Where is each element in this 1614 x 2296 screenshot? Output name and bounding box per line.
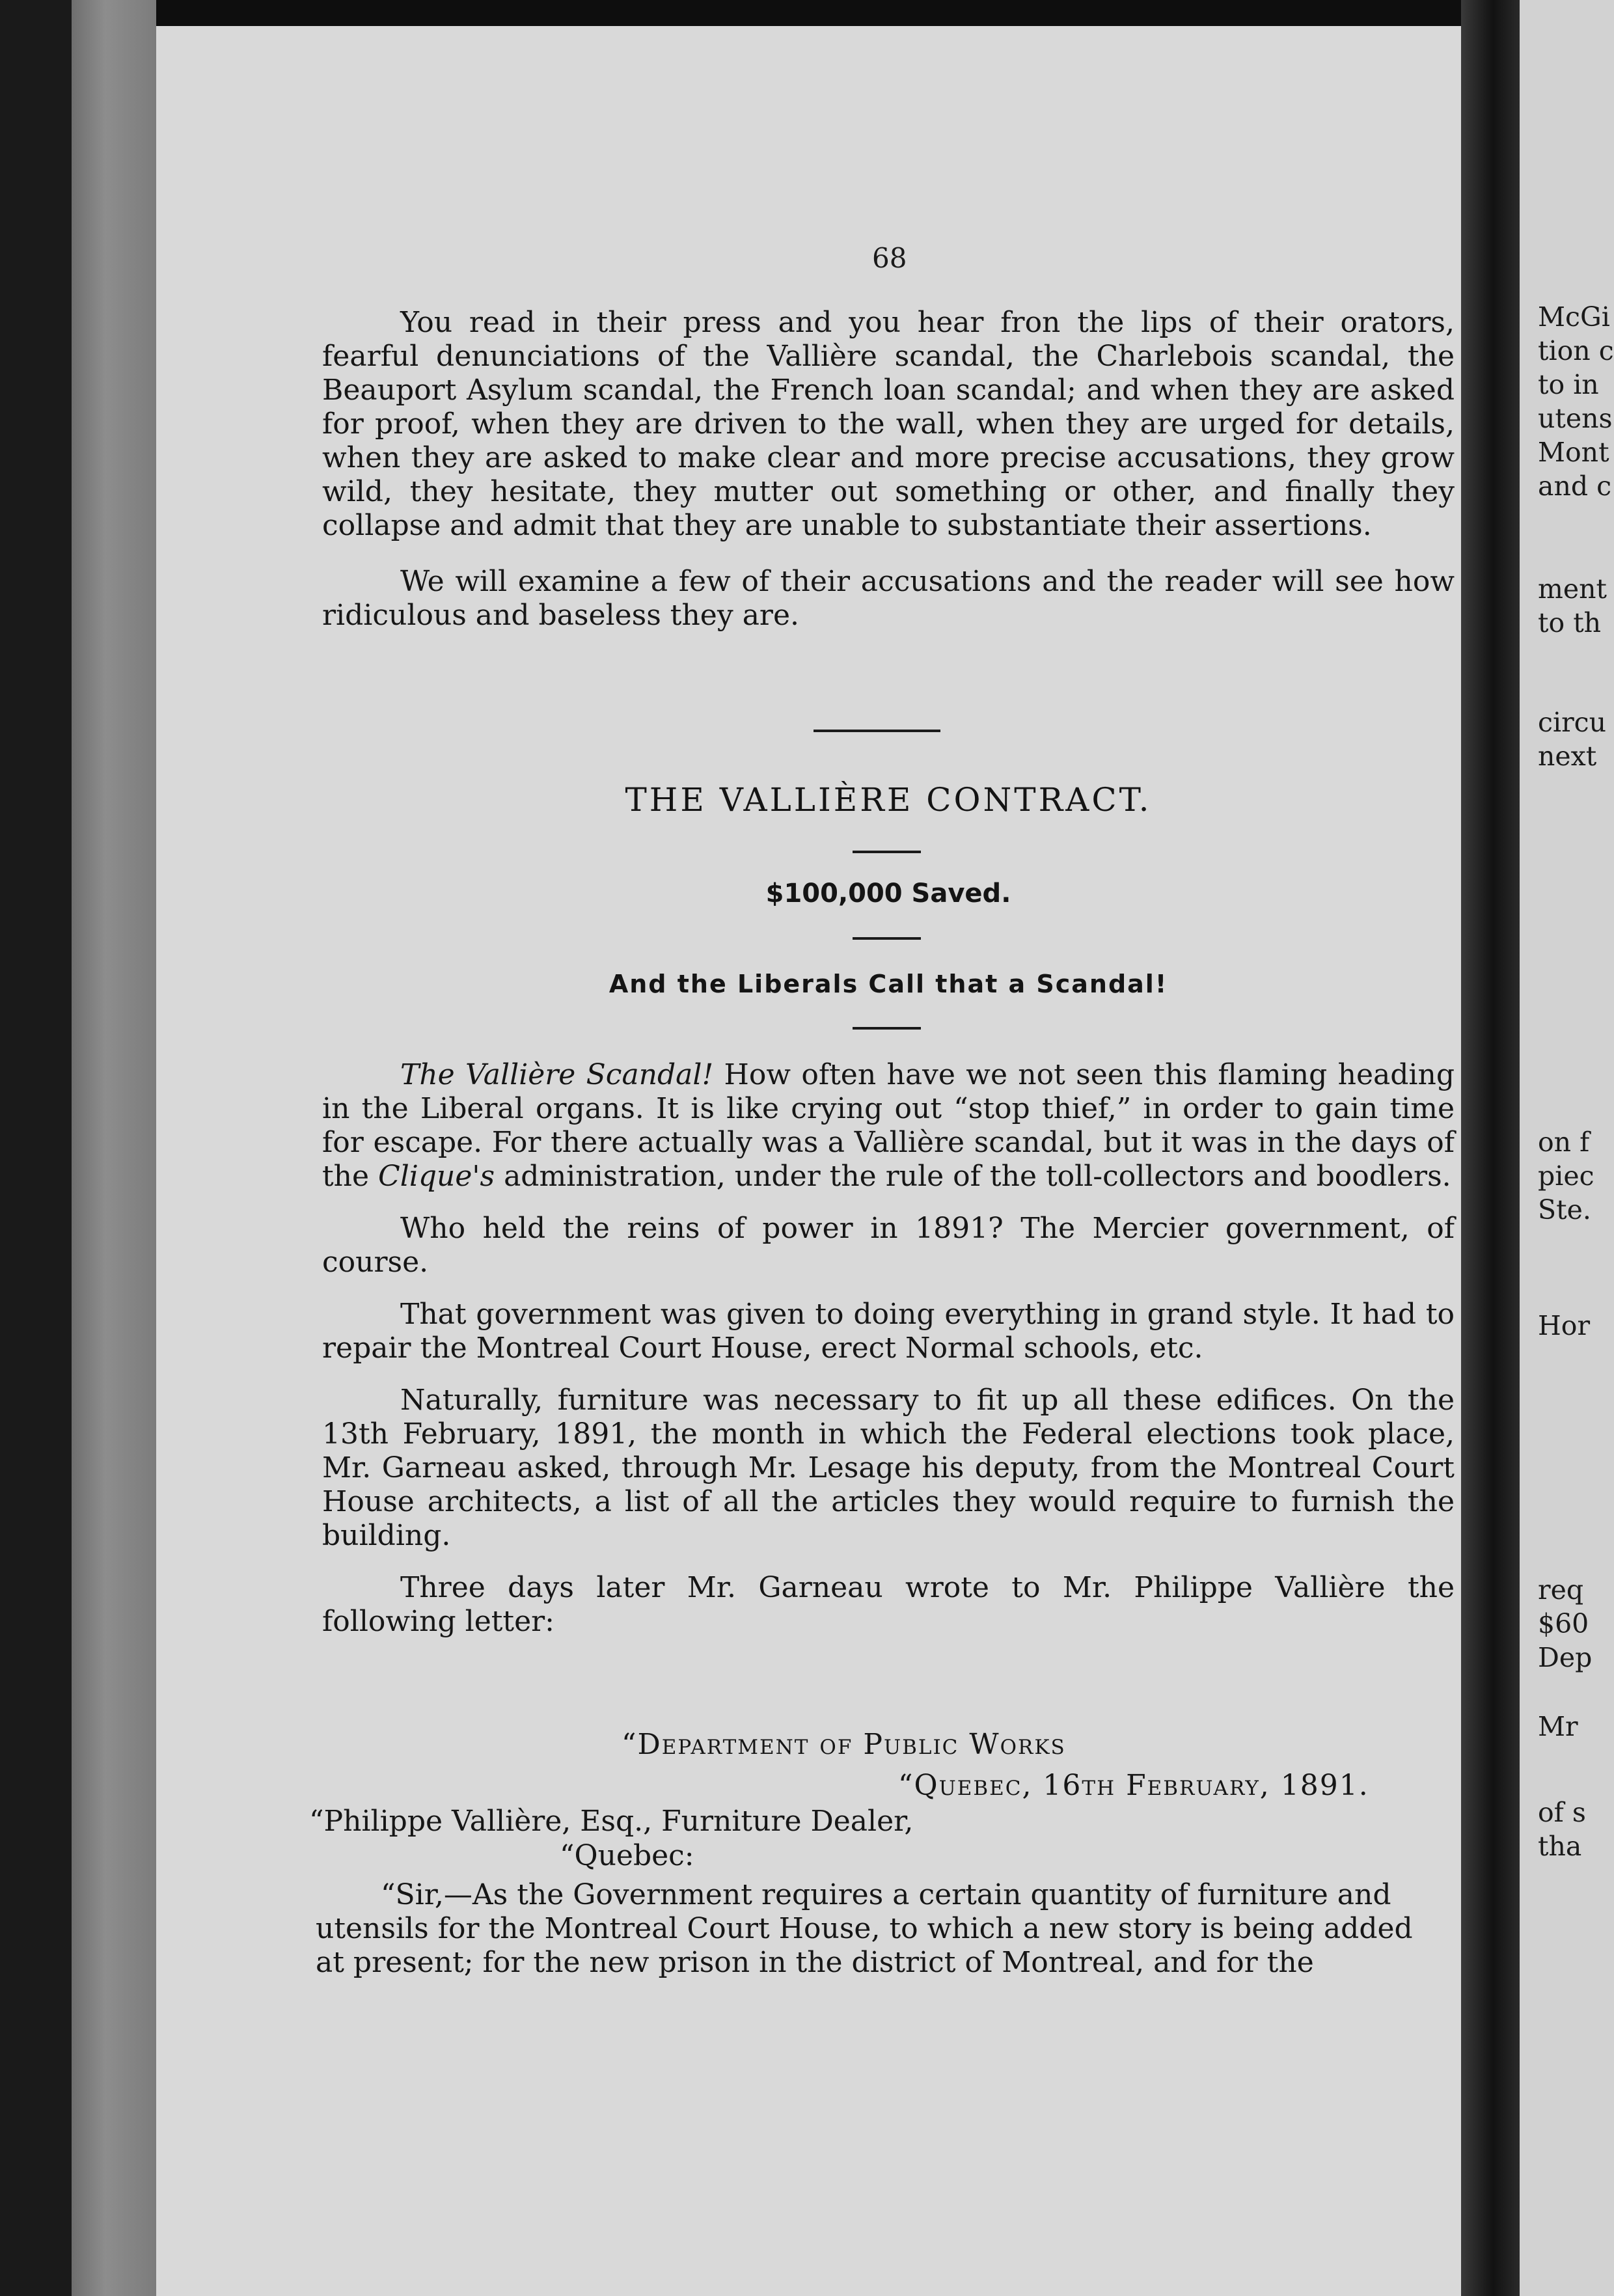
section-title: THE VALLIÈRE CONTRACT. <box>625 781 1152 819</box>
facing-line: req <box>1538 1574 1584 1606</box>
emphasis-text: The Vallière Scandal! <box>400 1058 714 1091</box>
facing-line: tha <box>1538 1831 1582 1862</box>
body-paragraph-5: Three days later Mr. Garneau wrote to Mr. Philippe Vallière the following letter: <box>322 1571 1455 1638</box>
facing-line: ment <box>1538 573 1607 605</box>
book-page-edges <box>72 0 156 2296</box>
facing-line: of s <box>1538 1797 1586 1828</box>
book-gutter <box>1461 0 1520 2296</box>
facing-line: utens <box>1538 403 1613 434</box>
facing-line: piec <box>1538 1160 1594 1192</box>
body-text: How often have we not seen this flaming heading in the Liberal organs. It is like crying out “stop thief,” in order to gain time for escape. For there actually was a Vallière scandal, but it was in the days of the <box>322 1058 1455 1193</box>
letter-place-date: “Quebec, 16th February, 1891. <box>898 1769 1369 1802</box>
letter-city: “Quebec: <box>560 1839 694 1872</box>
letter-line-1: “Sir,—As the Government requires a certain quantity of furniture and <box>381 1878 1391 1911</box>
section-subtitle: $100,000 Saved. <box>765 879 1011 909</box>
article-body <box>322 1058 1455 1639</box>
subtitle-rule <box>853 937 921 940</box>
body-paragraph-4: Naturally, furniture was necessary to fit up all these edifices. On the 13th February, 1891, the month in which the Federal elections took place, Mr. Garneau asked, through Mr. Lesage his deputy, from the Montreal Court House architects, a list of all the articles they would require to furnish the building. <box>322 1384 1455 1552</box>
facing-line: Mr <box>1538 1711 1578 1742</box>
intro-paragraph-2: We will examine a few of their accusations and the reader will see how ridiculous and baseless they are. <box>322 565 1455 632</box>
body-text: administration, under the rule of the toll-collectors and boodlers. <box>495 1160 1451 1193</box>
facing-line: Ste. <box>1538 1194 1591 1225</box>
intro-section <box>322 306 1455 633</box>
intro-paragraph-1: You read in their press and you hear fron the lips of their orators, fearful denunciations of the Vallière scandal, the Charlebois scandal, the Beauport Asylum scandal, the French loan scandal; and when they are asked for proof, when they are driven to the wall, when they are urged for details, when they are asked to make clear and more precise accusations, they grow wild, they hesitate, they mutter out something or other, and finally they collapse and admit that they are unable to substantiate their assertions. <box>322 306 1455 542</box>
letter-department: “Department of Public Works <box>622 1728 1066 1761</box>
facing-line: Dep <box>1538 1642 1593 1673</box>
facing-line: Hor <box>1538 1310 1591 1341</box>
facing-line: circu <box>1538 707 1607 738</box>
body-paragraph-3: That government was given to doing everything in grand style. It had to repair the Montreal Court House, erect Normal schools, etc. <box>322 1298 1455 1365</box>
body-paragraph-1 <box>322 1058 1455 1194</box>
facing-line: McGi <box>1538 301 1610 333</box>
letter-addressee: “Philippe Vallière, Esq., Furniture Dealer, <box>309 1805 914 1838</box>
title-rule <box>853 851 921 853</box>
facing-line: to in <box>1538 369 1599 400</box>
facing-line: $60 <box>1538 1608 1589 1639</box>
facing-line: on f <box>1538 1127 1590 1158</box>
facing-line: and c <box>1538 471 1612 502</box>
letter-line-2: utensils for the Montreal Court House, to which a new story is being added <box>316 1912 1413 1945</box>
facing-line: tion c <box>1538 335 1614 366</box>
facing-page-fragment <box>1520 0 1614 2296</box>
facing-line: next <box>1538 741 1597 772</box>
subtitle2-rule <box>853 1027 921 1030</box>
scanner-left-border <box>0 0 72 2296</box>
section-divider <box>814 730 940 732</box>
section-subtitle-2: And the Liberals Call that a Scandal! <box>609 970 1168 998</box>
body-paragraph-2: Who held the reins of power in 1891? The Mercier government, of course. <box>322 1212 1455 1279</box>
facing-line: to th <box>1538 607 1602 638</box>
letter-line-3: at present; for the new prison in the district of Montreal, and for the <box>316 1946 1314 1979</box>
page-number: 68 <box>872 242 907 274</box>
emphasis-text: Clique's <box>378 1160 495 1193</box>
facing-line: Mont <box>1538 437 1609 468</box>
